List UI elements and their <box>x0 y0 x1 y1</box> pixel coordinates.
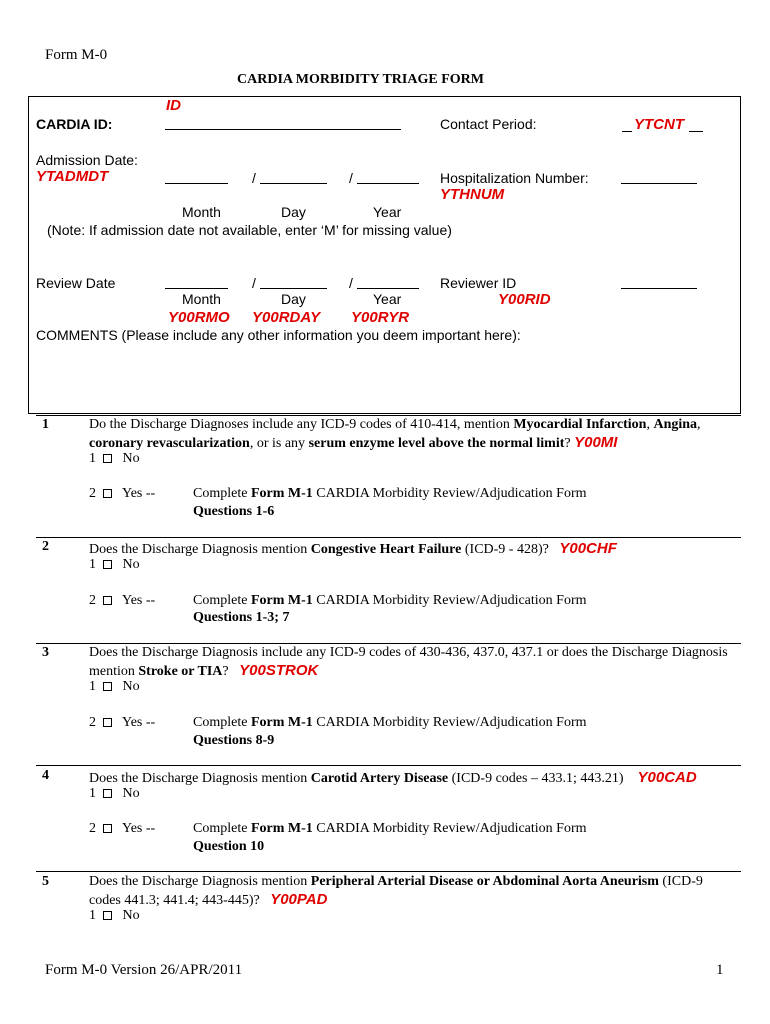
question-text: Does the Discharge Diagnosis mention Carotid Artery Disease (ICD-9 codes – 433.1; 443.21) Y00CAD <box>89 769 697 786</box>
reviewer-id-label: Reviewer ID <box>440 275 517 291</box>
slash: / <box>349 275 353 291</box>
hosp-number-label: Hospitalization Number: <box>440 170 589 186</box>
question-var: Y00CHF <box>559 540 617 557</box>
day-label: Day <box>281 291 306 307</box>
question-text: codes 441.3; 441.4; 443-445)? Y00PAD <box>89 891 328 908</box>
question-text: Does the Discharge Diagnosis include any ICD-9 codes of 430-436, 437.0, 437.1 or does the Discharge Diagnosis <box>89 645 728 660</box>
reviewer-id-field[interactable] <box>621 288 697 289</box>
checkbox[interactable] <box>103 560 112 569</box>
option-yes: 2 Yes -- <box>89 821 156 836</box>
complete-instruction: Complete Form M-1 CARDIA Morbidity Review/Adjudication Form <box>193 715 587 730</box>
day-label: Day <box>281 204 306 220</box>
footer-version: Form M-0 Version 26/APR/2011 <box>45 962 243 978</box>
checkbox[interactable] <box>103 824 112 833</box>
admission-month-field[interactable] <box>165 183 228 184</box>
question-number: 1 <box>42 417 49 432</box>
question-divider <box>36 871 741 872</box>
option-no: 1 No <box>89 786 140 801</box>
review-year-var: Y00RYR <box>351 309 410 326</box>
checkbox[interactable] <box>103 682 112 691</box>
cardia-id-field[interactable] <box>165 129 401 130</box>
review-date-label: Review Date <box>36 275 116 291</box>
admission-note: (Note: If admission date not available, enter ‘M’ for missing value) <box>47 222 452 238</box>
question-var: Y00STROK <box>239 662 319 679</box>
option-no: 1 No <box>89 679 140 694</box>
contact-field-right[interactable] <box>689 131 703 132</box>
questions-ref: Questions 8-9 <box>193 733 275 748</box>
questions-ref: Question 10 <box>193 839 265 854</box>
option-no: 1 No <box>89 451 140 466</box>
question-divider <box>36 415 741 416</box>
option-no: 1 No <box>89 908 140 923</box>
page-number: 1 <box>716 962 724 978</box>
month-label: Month <box>182 204 221 220</box>
checkbox[interactable] <box>103 911 112 920</box>
option-no: 1 No <box>89 557 140 572</box>
question-var: Y00PAD <box>270 891 328 908</box>
question-var: Y00MI <box>574 434 618 451</box>
option-yes: 2 Yes -- <box>89 486 156 501</box>
question-number: 2 <box>42 539 49 554</box>
checkbox[interactable] <box>103 489 112 498</box>
question-number: 3 <box>42 645 49 660</box>
question-text: Do the Discharge Diagnoses include any ICD-9 codes of 410-414, mention Myocardial Infarction, Angina, <box>89 417 701 432</box>
question-divider <box>36 537 741 538</box>
complete-instruction: Complete Form M-1 CARDIA Morbidity Review/Adjudication Form <box>193 821 587 836</box>
hosp-var: YTHNUM <box>440 186 505 203</box>
question-text: Does the Discharge Diagnosis mention Congestive Heart Failure (ICD-9 - 428)? Y00CHF <box>89 540 617 557</box>
review-month-field[interactable] <box>165 288 228 289</box>
admission-day-field[interactable] <box>260 183 327 184</box>
comments-label: COMMENTS (Please include any other information you deem important here): <box>36 327 521 343</box>
slash: / <box>349 170 353 186</box>
comments-area[interactable] <box>36 348 732 410</box>
question-text: mention Stroke or TIA? Y00STROK <box>89 662 319 679</box>
question-var: Y00CAD <box>637 769 697 786</box>
cardia-id-label: CARDIA ID: <box>36 116 113 132</box>
question-divider <box>36 643 741 644</box>
questions-ref: Questions 1-3; 7 <box>193 610 290 625</box>
checkbox[interactable] <box>103 718 112 727</box>
admission-year-field[interactable] <box>357 183 419 184</box>
review-day-field[interactable] <box>260 288 327 289</box>
option-yes: 2 Yes -- <box>89 593 156 608</box>
question-divider <box>36 765 741 766</box>
checkbox[interactable] <box>103 789 112 798</box>
review-month-var: Y00RMO <box>168 309 230 326</box>
option-yes: 2 Yes -- <box>89 715 156 730</box>
complete-instruction: Complete Form M-1 CARDIA Morbidity Review/Adjudication Form <box>193 593 587 608</box>
contact-var: YTCNT <box>634 116 684 133</box>
review-year-field[interactable] <box>357 288 419 289</box>
questions-ref: Questions 1-6 <box>193 504 275 519</box>
slash: / <box>252 275 256 291</box>
month-label: Month <box>182 291 221 307</box>
contact-field-left[interactable] <box>622 131 632 132</box>
reviewer-var: Y00RID <box>498 291 551 308</box>
question-text: coronary revascularization, or is any serum enzyme level above the normal limit? Y00MI <box>89 434 618 451</box>
contact-period-label: Contact Period: <box>440 116 537 132</box>
complete-instruction: Complete Form M-1 CARDIA Morbidity Review/Adjudication Form <box>193 486 587 501</box>
checkbox[interactable] <box>103 454 112 463</box>
form-label: Form M-0 <box>45 47 108 63</box>
admission-date-label: Admission Date: <box>36 152 138 168</box>
id-var: ID <box>166 97 181 114</box>
review-day-var: Y00RDAY <box>252 309 321 326</box>
form-title: CARDIA MORBIDITY TRIAGE FORM <box>237 72 484 87</box>
question-number: 5 <box>42 874 49 889</box>
checkbox[interactable] <box>103 596 112 605</box>
question-number: 4 <box>42 768 49 783</box>
slash: / <box>252 170 256 186</box>
hosp-number-field[interactable] <box>621 183 697 184</box>
year-label: Year <box>373 291 402 307</box>
year-label: Year <box>373 204 402 220</box>
admission-var: YTADMDT <box>36 168 109 185</box>
question-text: Does the Discharge Diagnosis mention Peripheral Arterial Disease or Abdominal Aorta Aneurism (ICD-9 <box>89 874 703 889</box>
